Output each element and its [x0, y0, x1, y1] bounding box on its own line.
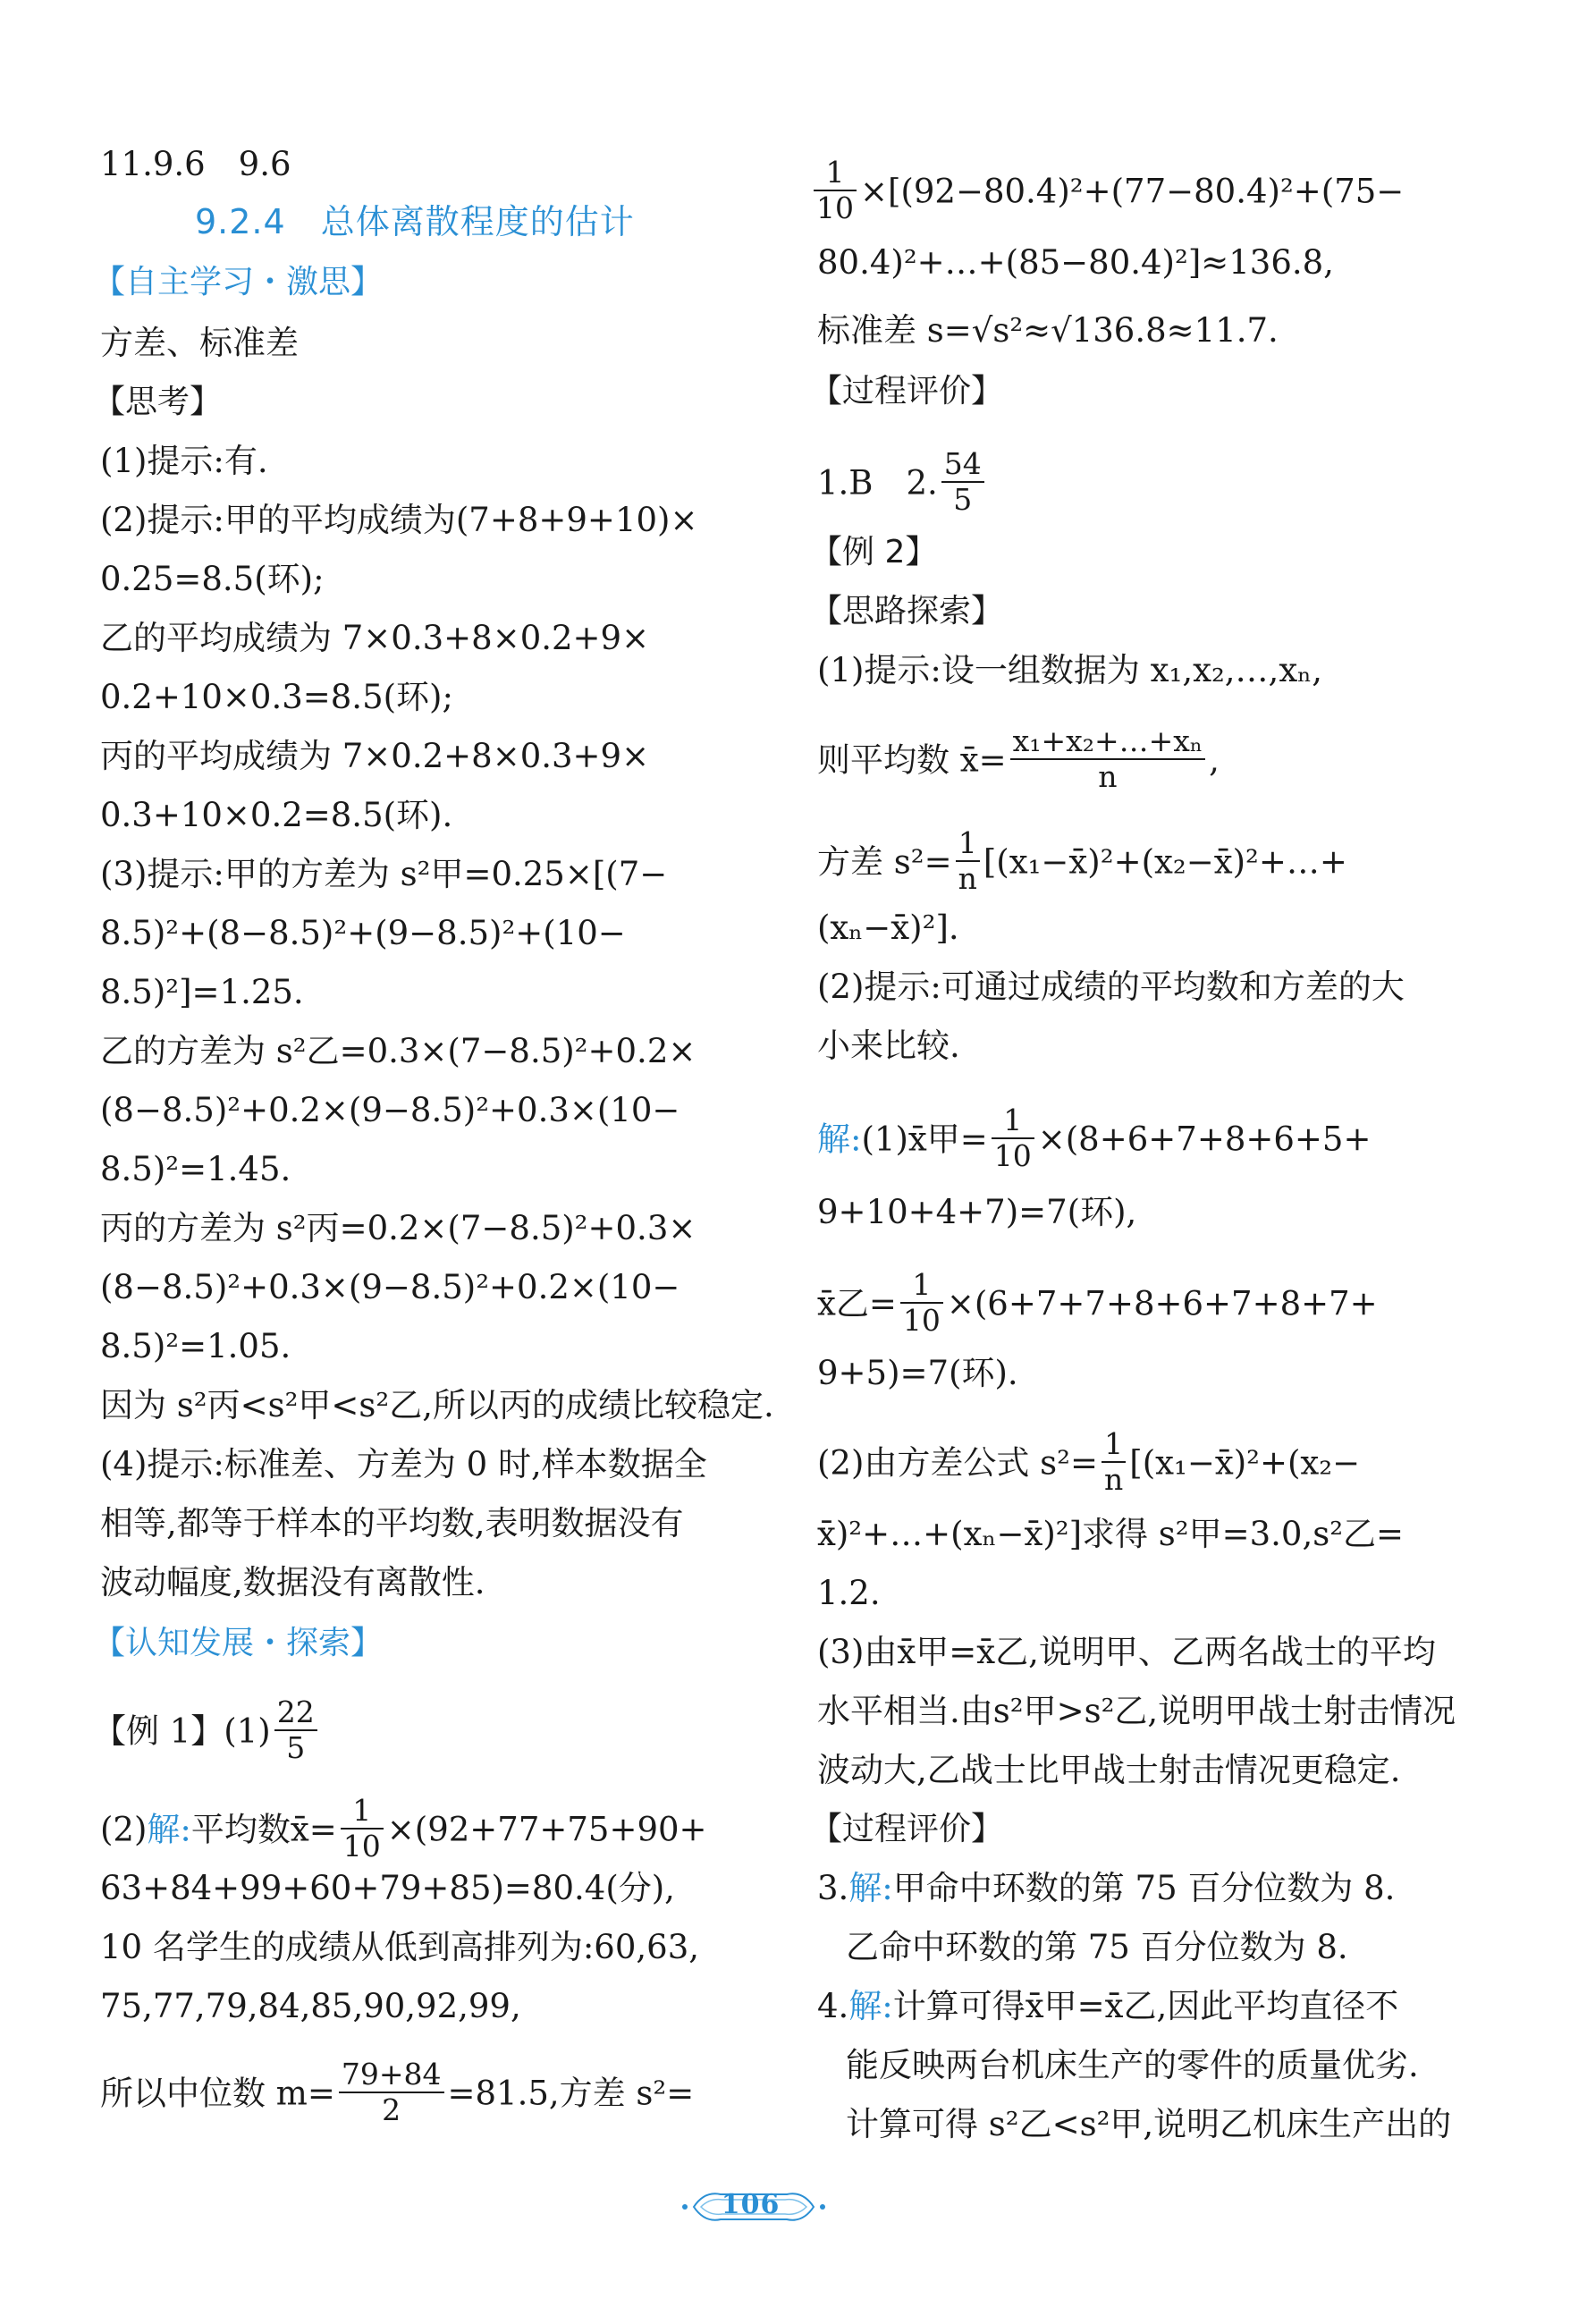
text-line: 9+5)=7(环). [817, 1354, 1018, 1392]
item-number: 3. [817, 1869, 849, 1907]
text-line: 小来比较. [817, 1027, 960, 1065]
section-silu: 【思路探索】 [810, 593, 1004, 630]
text-line: 标准差 s=√s²≈√136.8≈11.7. [817, 311, 1279, 350]
fraction-denominator: 2 [382, 2092, 401, 2127]
jie-label: 解: [147, 1810, 191, 1849]
text-line: 9+10+4+7)=7(环), [817, 1193, 1137, 1231]
text-line [100, 1793, 707, 1867]
text-line [814, 155, 1405, 229]
fraction-numerator: 1 [992, 1103, 1034, 1139]
text-line: (2)提示:可通过成绩的平均数和方差的大 [817, 968, 1405, 1006]
fraction-numerator: 54 [941, 447, 984, 483]
fraction [941, 447, 984, 517]
fraction-denominator: 5 [953, 482, 973, 517]
text-segment: ×(92+77+75+90+ [386, 1810, 707, 1849]
text-line: 波动大,乙战士比甲战士射击情况更稳定. [817, 1751, 1401, 1789]
fraction [341, 1794, 384, 1863]
example-1-line [93, 1694, 321, 1769]
text-segment: (2)由方差公式 s²= [817, 1443, 1098, 1483]
section-heading: 9.2.4 总体离散程度的估计 [195, 202, 635, 241]
text-line: (8−8.5)²+0.3×(9−8.5)²+0.2×(10− [100, 1268, 680, 1306]
fraction-numerator: 1 [814, 156, 857, 191]
text-line: 63+84+99+60+79+85)=80.4(分), [100, 1869, 675, 1907]
text-line: 乙的方差为 s²乙=0.3×(7−8.5)²+0.2× [100, 1032, 696, 1070]
fraction-numerator: 22 [274, 1695, 317, 1731]
fraction-denominator: 5 [286, 1730, 306, 1765]
text-segment: 计算可得x̄甲=x̄乙,因此平均直径不 [892, 1987, 1399, 2025]
fraction-numerator: 1 [1102, 1427, 1126, 1463]
fraction [956, 826, 980, 896]
text-line: 8.5)²=1.05. [100, 1327, 291, 1365]
text-line [817, 1103, 1372, 1177]
text-line: 0.25=8.5(环); [100, 560, 325, 598]
fraction-denominator: 10 [816, 190, 854, 225]
text-line: 水平相当.由s²甲>s²乙,说明甲战士射击情况 [817, 1692, 1456, 1730]
text-line: (xₙ−x̄)²]. [817, 908, 959, 947]
text-line: 丙的方差为 s²丙=0.2×(7−8.5)²+0.3× [100, 1209, 696, 1247]
answer-line: 11.9.6 9.6 [100, 145, 291, 183]
text-line: 80.4)²+…+(85−80.4)²]≈136.8, [817, 243, 1334, 282]
text-line: 波动幅度,数据没有离散性. [100, 1563, 485, 1601]
fraction-denominator: n [1104, 1462, 1124, 1497]
text-line [817, 825, 1347, 900]
text-line: 计算可得 s²乙<s²甲,说明乙机床生产出的 [846, 2105, 1452, 2143]
text-line [817, 1426, 1361, 1500]
text-line: (3)提示:甲的方差为 s²甲=0.25×[(7− [100, 855, 668, 893]
text-line: 0.3+10×0.2=8.5(环). [100, 796, 453, 834]
text-line: 方差、标准差 [100, 324, 299, 362]
text-line: (1)提示:设一组数据为 x₁,x₂,…,xₙ, [817, 651, 1322, 689]
fraction [1010, 724, 1206, 794]
text-line: 相等,都等于样本的平均数,表明数据没有 [100, 1504, 684, 1542]
jie-label: 解: [848, 1869, 893, 1907]
text-line: 75,77,79,84,85,90,92,99, [100, 1987, 521, 2025]
text-line: 乙命中环数的第 75 百分位数为 8. [846, 1928, 1348, 1966]
text-line [100, 2057, 695, 2131]
fraction-denominator: n [958, 861, 977, 896]
text-line: 8.5)²]=1.25. [100, 973, 304, 1011]
section-li2: 【例 2】 [810, 534, 938, 570]
text-line: 能反映两台机床生产的零件的质量优劣. [846, 2046, 1419, 2084]
text-line: (3)由x̄甲=x̄乙,说明甲、乙两名战士的平均 [817, 1633, 1436, 1671]
jie-label: 解: [817, 1120, 862, 1159]
text-line: (2)提示:甲的平均成绩为(7+8+9+10)× [100, 501, 698, 539]
fraction [900, 1268, 943, 1338]
fraction-numerator: 1 [956, 826, 980, 862]
fraction-numerator: 1 [341, 1794, 384, 1830]
fraction-denominator: 10 [993, 1138, 1032, 1173]
text-line [817, 723, 1220, 798]
jie-label: 解: [848, 1987, 893, 2025]
text-line [817, 1865, 1395, 1912]
section-sikao: 【思考】 [93, 384, 223, 420]
text-line: 8.5)²=1.45. [100, 1150, 291, 1188]
fraction-denominator: n [1098, 759, 1118, 794]
text-segment: 所以中位数 m= [100, 2074, 335, 2113]
text-segment: [(x₁−x̄)²+(x₂−x̄)²+…+ [983, 842, 1347, 882]
text-segment: 则平均数 x̄= [817, 740, 1007, 780]
fraction-numerator: 79+84 [339, 2058, 444, 2093]
text-line: (1)提示:有. [100, 442, 268, 480]
text-segment: 方差 s²= [817, 842, 952, 882]
section-renzhi: 【认知发展・探索】 [93, 1625, 384, 1661]
fraction-numerator: x₁+x₂+…+xₙ [1010, 724, 1206, 760]
fraction [339, 2058, 444, 2127]
text-segment: , [1209, 740, 1220, 780]
section-zizhu: 【自主学习・激思】 [93, 264, 384, 300]
text-line [817, 446, 988, 520]
text-segment: =81.5,方差 s²= [447, 2074, 695, 2113]
text-line: 10 名学生的成绩从低到高排列为:60,63, [100, 1928, 699, 1966]
text-segment: 甲命中环数的第 75 百分位数为 8. [892, 1869, 1396, 1907]
section-guocheng: 【过程评价】 [810, 373, 1004, 410]
text-line [817, 1983, 1398, 2030]
section-guocheng: 【过程评价】 [810, 1811, 1004, 1847]
fraction-denominator: 10 [342, 1829, 381, 1863]
text-segment: 1.B 2. [817, 463, 938, 503]
text-line: (8−8.5)²+0.2×(9−8.5)²+0.3×(10− [100, 1091, 680, 1129]
text-segment: x̄乙= [817, 1284, 897, 1323]
text-segment: [(x₁−x̄)²+(x₂− [1129, 1443, 1361, 1483]
item-number: (2) [100, 1810, 148, 1849]
fraction [814, 156, 857, 225]
example-label: 【例 1】(1) [93, 1711, 271, 1751]
text-line: 丙的平均成绩为 7×0.2+8×0.3+9× [100, 737, 650, 775]
fraction-denominator: 10 [902, 1303, 941, 1338]
fraction-numerator: 1 [900, 1268, 943, 1304]
page-footer [0, 2182, 1570, 2232]
fraction [992, 1103, 1034, 1173]
text-segment: (1)x̄甲= [861, 1120, 988, 1159]
page-number: 106 [721, 2188, 781, 2220]
text-segment: ×(6+7+7+8+6+7+8+7+ [946, 1284, 1378, 1323]
text-line: x̄)²+…+(xₙ−x̄)²]求得 s²甲=3.0,s²乙= [817, 1515, 1405, 1553]
text-segment: ×[(92−80.4)²+(77−80.4)²+(75− [860, 172, 1405, 211]
text-line: 因为 s²丙<s²甲<s²乙,所以丙的成绩比较稳定. [100, 1386, 774, 1424]
text-line: 1.2. [817, 1574, 881, 1612]
text-line [817, 1267, 1378, 1341]
text-segment: 平均数x̄= [190, 1810, 337, 1849]
text-line: 8.5)²+(8−8.5)²+(9−8.5)²+(10− [100, 914, 626, 952]
fraction [1102, 1427, 1126, 1497]
fraction [274, 1695, 317, 1765]
text-line: 乙的平均成绩为 7×0.3+8×0.2+9× [100, 619, 650, 657]
text-line: 0.2+10×0.3=8.5(环); [100, 678, 453, 716]
text-line: (4)提示:标准差、方差为 0 时,样本数据全 [100, 1445, 707, 1483]
text-segment: ×(8+6+7+8+6+5+ [1037, 1120, 1372, 1159]
item-number: 4. [817, 1987, 849, 2025]
